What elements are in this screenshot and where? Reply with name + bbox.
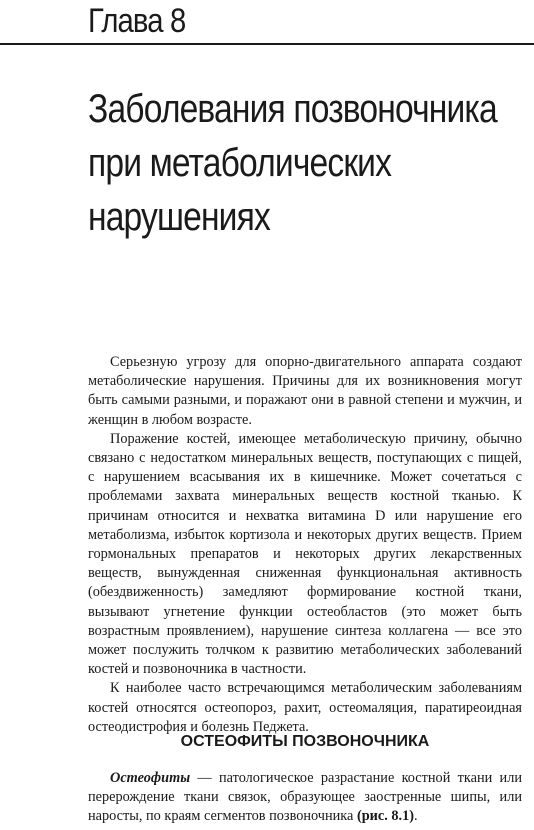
paragraph: Серьезную угрозу для опорно-двигательного аппарата создают метаболические нарушения. Причины для их возникновения могут быть самыми разными, и поражают они в равной степени и мужчин, и женщин в любом возрасте. bbox=[88, 354, 522, 428]
chapter-divider bbox=[0, 43, 534, 45]
chapter-title-line: нарушениях bbox=[88, 195, 270, 239]
paragraph bbox=[88, 769, 522, 827]
section-body bbox=[88, 769, 522, 827]
paragraph: Поражение костей, имеющее метаболическую причину, обычно связано с недостатком минеральных веществ, поступающих с пищей, с нарушением всасывания их в кишечнике. Может сочетаться с проблемами захвата минеральных веществ костной тканью. К причинам относится и нехватка витамина D или нарушение его метаболизма, избыток кортизола и некоторых других веществ. Прием гормональных препаратов и некоторых других лекарственных веществ, вынужденная сниженная функциональная активность (обездвиженность) замедляют формирование костной ткани, вызывают угнетение функции остеобластов (это может быть возрастным проявлением), нарушение синтеза коллагена — все это может послужить толчком к развитию метаболических заболеваний костей и позвоночника в частности. bbox=[88, 430, 522, 678]
chapter-title-line: при метаболических bbox=[88, 141, 392, 185]
section-heading: ОСТЕОФИТЫ ПОЗВОНОЧНИКА bbox=[180, 733, 430, 750]
figure-reference[interactable]: (рис. 8.1) bbox=[356, 808, 415, 825]
paragraph: К наиболее часто встречающимся метаболическим заболеваниям костей относятся остеопороз, рахит, остеомаляция, паратиреоидная остеодистрофия и болезнь Педжета. bbox=[88, 680, 522, 735]
chapter-title bbox=[88, 82, 497, 244]
chapter-body bbox=[88, 353, 522, 737]
chapter-title-line: Заболевания позвоночника bbox=[88, 87, 497, 131]
definition-text: — патологическое разрастание костной ткани или перерождение ткани связок, образующее заостренные шипы, или наросты, по краям сегментов позвоночника bbox=[88, 770, 522, 825]
chapter-label: Глава 8 bbox=[88, 2, 186, 40]
sentence-end: . bbox=[414, 808, 418, 825]
defined-term: Остеофиты bbox=[110, 770, 191, 786]
